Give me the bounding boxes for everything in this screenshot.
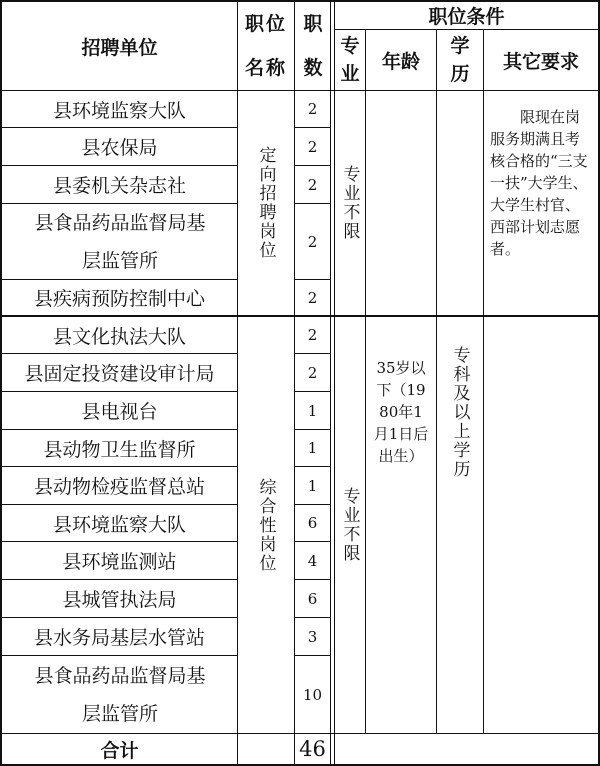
- position-count: 4: [307, 551, 318, 570]
- unit-name: 县文化执法大队: [52, 325, 186, 348]
- position-count: 10: [302, 685, 323, 704]
- unit-name: 县城管执法局: [62, 589, 177, 611]
- position-count: 1: [307, 439, 318, 457]
- header-education: 学历: [450, 35, 470, 85]
- unit-name: 县固定投资建设审计局: [24, 363, 215, 385]
- unit-name: 县委机关杂志社: [52, 175, 186, 197]
- position-count: 2: [307, 326, 318, 344]
- education-requirement: 专科及以上学历: [449, 345, 470, 479]
- other-requirement: 限现在岗服务期满且考核合格的“三支一扶”大学生、大学生村官、西部计划志愿者。: [490, 108, 588, 258]
- position-group-comprehensive: 综合性岗位: [255, 477, 276, 573]
- unit-name: 县环境监察大队: [52, 513, 186, 536]
- position-count: 1: [307, 476, 318, 495]
- major-directed: 专业不限: [339, 165, 360, 241]
- position-count: 3: [307, 627, 318, 646]
- total-label: 合计: [100, 739, 139, 762]
- header-position-name: 职位名称: [244, 13, 287, 79]
- unit-name: 县动物卫生监督所: [43, 438, 196, 461]
- unit-name: 县动物检疫监督总站: [33, 476, 205, 498]
- position-count: 2: [307, 363, 318, 382]
- unit-name: 县疾病预防控制中心: [33, 288, 205, 310]
- position-count: 2: [307, 232, 318, 251]
- unit-name: 县食品药品监督局基层监管所: [34, 211, 206, 272]
- header-age: 年龄: [381, 50, 420, 73]
- position-count: 6: [307, 514, 318, 532]
- position-count: 6: [307, 589, 318, 608]
- position-count: 2: [307, 137, 318, 156]
- position-count: 2: [307, 288, 318, 307]
- unit-name: 县水务局基层水管站: [33, 627, 205, 649]
- total-count: 46: [299, 737, 326, 761]
- position-count: 2: [307, 175, 318, 194]
- unit-name: 县食品药品监督局基层监管所: [34, 664, 206, 725]
- header-major: 专业: [340, 35, 360, 85]
- major-comprehensive: 专业不限: [339, 487, 360, 563]
- unit-name: 县环境监测站: [62, 551, 177, 573]
- header-other: 其它要求: [502, 50, 579, 73]
- position-group-directed: 定向招聘岗位: [255, 146, 276, 260]
- unit-name: 县环境监察大队: [52, 99, 186, 122]
- age-requirement: 35岁以下（1980年1月1日后出生）: [373, 359, 429, 465]
- header-count: 职数: [303, 13, 323, 79]
- position-count: 2: [307, 100, 318, 118]
- unit-name: 县电视台: [81, 401, 158, 423]
- header-unit: 招聘单位: [81, 36, 158, 59]
- unit-name: 县农保局: [81, 137, 158, 159]
- position-count: 1: [307, 401, 318, 420]
- header-conditions: 职位条件: [428, 6, 505, 28]
